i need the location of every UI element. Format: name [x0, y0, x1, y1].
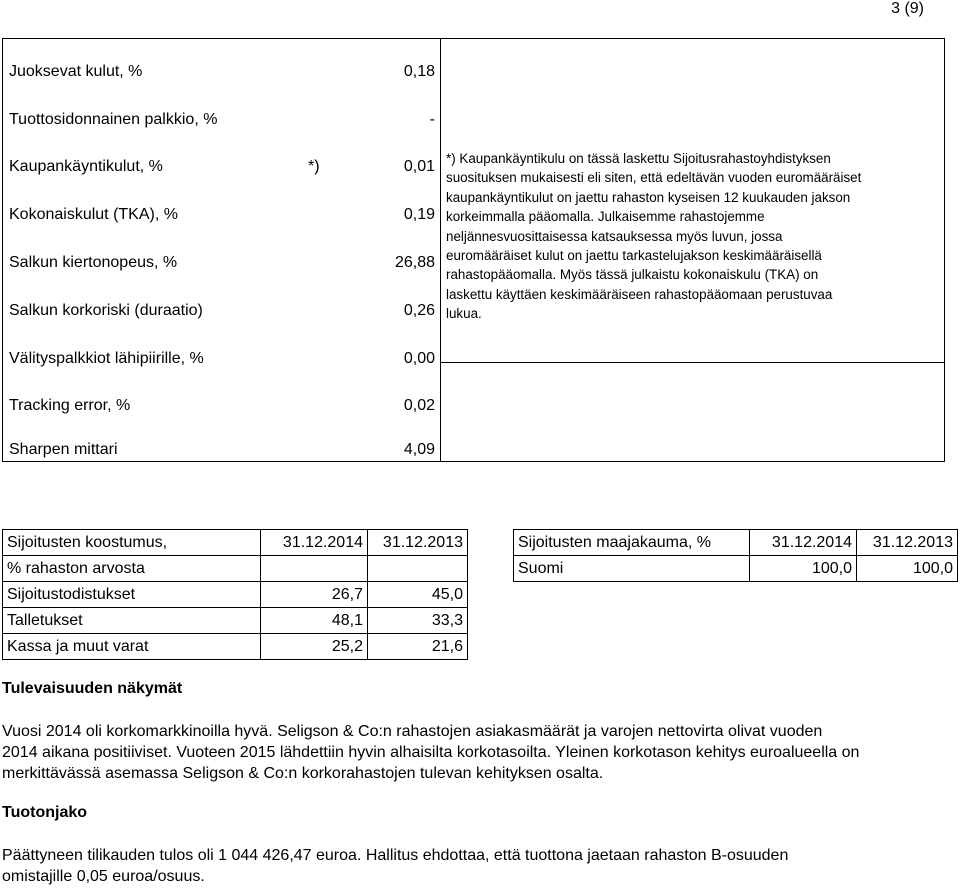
key-figure-label: Juoksevat kulut, %	[9, 63, 143, 80]
key-figures-table	[2, 38, 945, 462]
outlook-line: 2014 aikana positiiviset. Vuoteen 2015 lähdettiin hyvin alhaisilta korkotasoilta. Yleinen korkotason kehitys euroalueella on	[2, 744, 860, 761]
table-row	[3, 556, 468, 582]
key-figure-row	[3, 87, 441, 135]
table-row	[514, 530, 958, 556]
geography-header-date: 31.12.2014	[750, 530, 857, 556]
geography-header-date: 31.12.2013	[857, 530, 958, 556]
table-cell: 21,6	[368, 634, 468, 660]
key-figure-row	[3, 39, 441, 87]
key-figure-value: 0,19	[403, 206, 435, 223]
table-cell: Suomi	[514, 556, 750, 582]
table-cell: Sijoitustodistukset	[3, 582, 261, 608]
key-figure-label: Tuottosidonnainen palkkio, %	[9, 111, 218, 128]
table-cell: 33,3	[368, 608, 468, 634]
outlook-paragraph	[2, 721, 958, 784]
table-cell: 25,2	[261, 634, 368, 660]
footnote-line: lukua.	[446, 306, 482, 322]
outlook-line: merkittävässä asemassa Seligson & Co:n korkorahastojen tulevan kehityksen osalta.	[2, 765, 604, 782]
key-figure-label: Sharpen mittari	[9, 441, 118, 458]
footnote-line: neljännesvuosittaisessa katsauksessa myös luvun, jossa	[446, 228, 783, 244]
footnote-line: kaupankäyntikulut on jaettu rahaston kyseisen 12 kuukauden jakson	[446, 189, 851, 205]
composition-table	[2, 529, 468, 660]
key-figure-value: 0,00	[403, 350, 435, 367]
composition-subheader: % rahaston arvosta	[3, 556, 261, 582]
outlook-line: Vuosi 2014 oli korkomarkkinoilla hyvä. Seligson & Co:n rahastojen asiakasmäärät ja varojen nettovirta olivat vuoden	[2, 723, 823, 740]
key-figure-row	[3, 278, 441, 326]
footnote-line: suosituksen mukaisesti eli siten, että edeltävän vuoden euromääräiset	[446, 170, 862, 186]
key-figure-value: 0,01	[403, 158, 435, 175]
table-cell: 100,0	[750, 556, 857, 582]
composition-header-date: 31.12.2013	[368, 530, 468, 556]
footnote-line: korkeimmalla pääomalla. Julkaisemme rahastojemme	[446, 209, 765, 225]
footnote-line: laskettu käyttäen keskimääräiseen rahastopääomaan perustuvaa	[446, 286, 833, 302]
page-number: 3 (9)	[891, 0, 924, 17]
table-cell: 45,0	[368, 582, 468, 608]
key-figure-row	[3, 182, 441, 230]
key-figure-label: Kaupankäyntikulut, %	[9, 158, 163, 175]
key-figure-value: 26,88	[394, 254, 435, 271]
key-figure-value: 0,02	[403, 397, 435, 414]
key-figure-row	[3, 230, 441, 278]
table-row	[3, 634, 468, 660]
composition-header-label: Sijoitusten koostumus,	[3, 530, 261, 556]
table-cell: 48,1	[261, 608, 368, 634]
table-row	[514, 556, 958, 582]
table-cell: Talletukset	[3, 608, 261, 634]
key-figure-row	[3, 373, 441, 421]
key-figure-value: 0,26	[403, 302, 435, 319]
footnote-text	[446, 149, 936, 365]
outlook-heading: Tulevaisuuden näkymät	[2, 680, 183, 697]
distribution-line: Päättyneen tilikauden tulos oli 1 044 426,47 euroa. Hallitus ehdottaa, että tuottona jaetaan rahaston B-osuuden	[2, 847, 789, 864]
key-figure-label: Salkun korkoriski (duraatio)	[9, 302, 203, 319]
key-figure-label: Välityspalkkiot lähipiirille, %	[9, 350, 204, 367]
footnote-line: *) Kaupankäyntikulu on tässä laskettu Sijoitusrahastoyhdistyksen	[446, 151, 831, 166]
geography-table	[513, 529, 958, 582]
distribution-heading: Tuotonjako	[2, 804, 88, 821]
key-figure-row	[3, 134, 441, 182]
key-figure-label: Salkun kiertonopeus, %	[9, 254, 178, 271]
table-row	[3, 608, 468, 634]
table-cell: 26,7	[261, 582, 368, 608]
key-figure-row	[3, 417, 441, 465]
key-figure-value: 0,18	[403, 63, 435, 80]
distribution-paragraph	[2, 845, 958, 887]
key-figure-value: -	[429, 111, 435, 128]
key-figure-row	[3, 326, 441, 374]
key-figure-label: Kokonaiskulut (TKA), %	[9, 206, 178, 223]
table-cell	[261, 556, 368, 582]
key-figure-value: 4,09	[403, 441, 435, 458]
footnote-line: rahastopääomalla. Myös tässä julkaistu kokonaiskulu (TKA) on	[446, 267, 819, 283]
distribution-line: omistajille 0,05 euroa/osuus.	[2, 868, 205, 885]
key-figure-label: Tracking error, %	[9, 397, 131, 414]
table-row	[3, 530, 468, 556]
key-figures-column	[3, 39, 441, 461]
key-figure-mark: *)	[308, 158, 320, 175]
composition-header-date: 31.12.2014	[261, 530, 368, 556]
footnote-line: euromääräiset kulut on jaettu tarkastelujakson keskimääräisellä	[446, 248, 822, 264]
table-row	[3, 582, 468, 608]
table-cell: 100,0	[857, 556, 958, 582]
geography-header-label: Sijoitusten maajakauma, %	[514, 530, 750, 556]
table-cell: Kassa ja muut varat	[3, 634, 261, 660]
table-cell	[368, 556, 468, 582]
